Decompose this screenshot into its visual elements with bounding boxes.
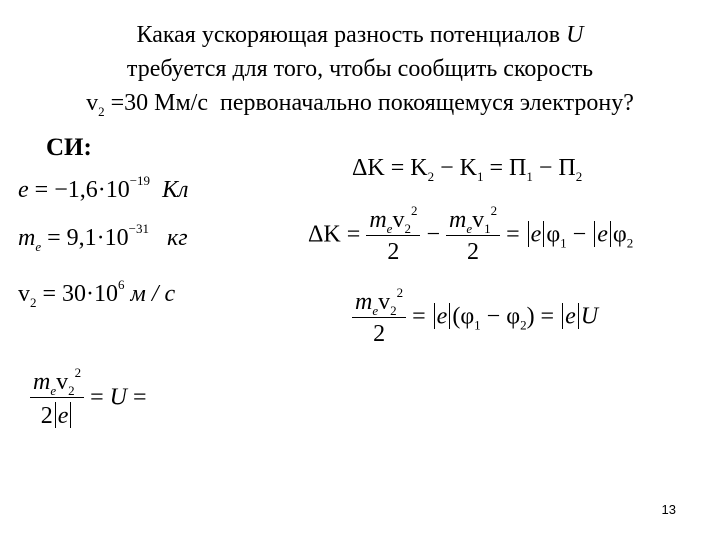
- problem-title-line-1: Какая ускоряющая разность потенциалов U: [136, 22, 584, 48]
- given-velocity: $v_2 = 30\cdot 10^6$ м / с: [18, 277, 176, 310]
- equation-potential-difference: $\frac{m_ev_2^2}{2}$ = e $(\varphi_1 - \varphi_2) = e$ U: [352, 290, 598, 346]
- equation-kinetic-potential: ΔK = $\frac{m_ev_2^2}{2}$ − $\frac{m_ev_1^2}{2}$ = e $\varphi_1 - e$ $\varphi_2$: [308, 203, 634, 265]
- si-label: СИ:: [46, 134, 92, 161]
- given-electron-mass: $m_e = 9,1\cdot 10^{-31}$ кг: [18, 221, 188, 254]
- equation-voltage: $\frac{m_ev_2^2}{2 e}$ = U =: [30, 370, 147, 428]
- equation-energy-change: $\Delta K = K_2 - K_1 = \Pi_1 - \Pi_2$: [352, 155, 583, 184]
- problem-title-line-2: требуется для того, чтобы сообщить скорость: [126, 56, 594, 82]
- given-electron-charge: $e = -1,6\cdot 10^{-19}$ Кл: [18, 173, 189, 203]
- page-number: 13: [661, 502, 676, 517]
- problem-title-line-3: $v_2 =30$ Мм/с первоначально покоящемуся электрону?: [86, 90, 634, 119]
